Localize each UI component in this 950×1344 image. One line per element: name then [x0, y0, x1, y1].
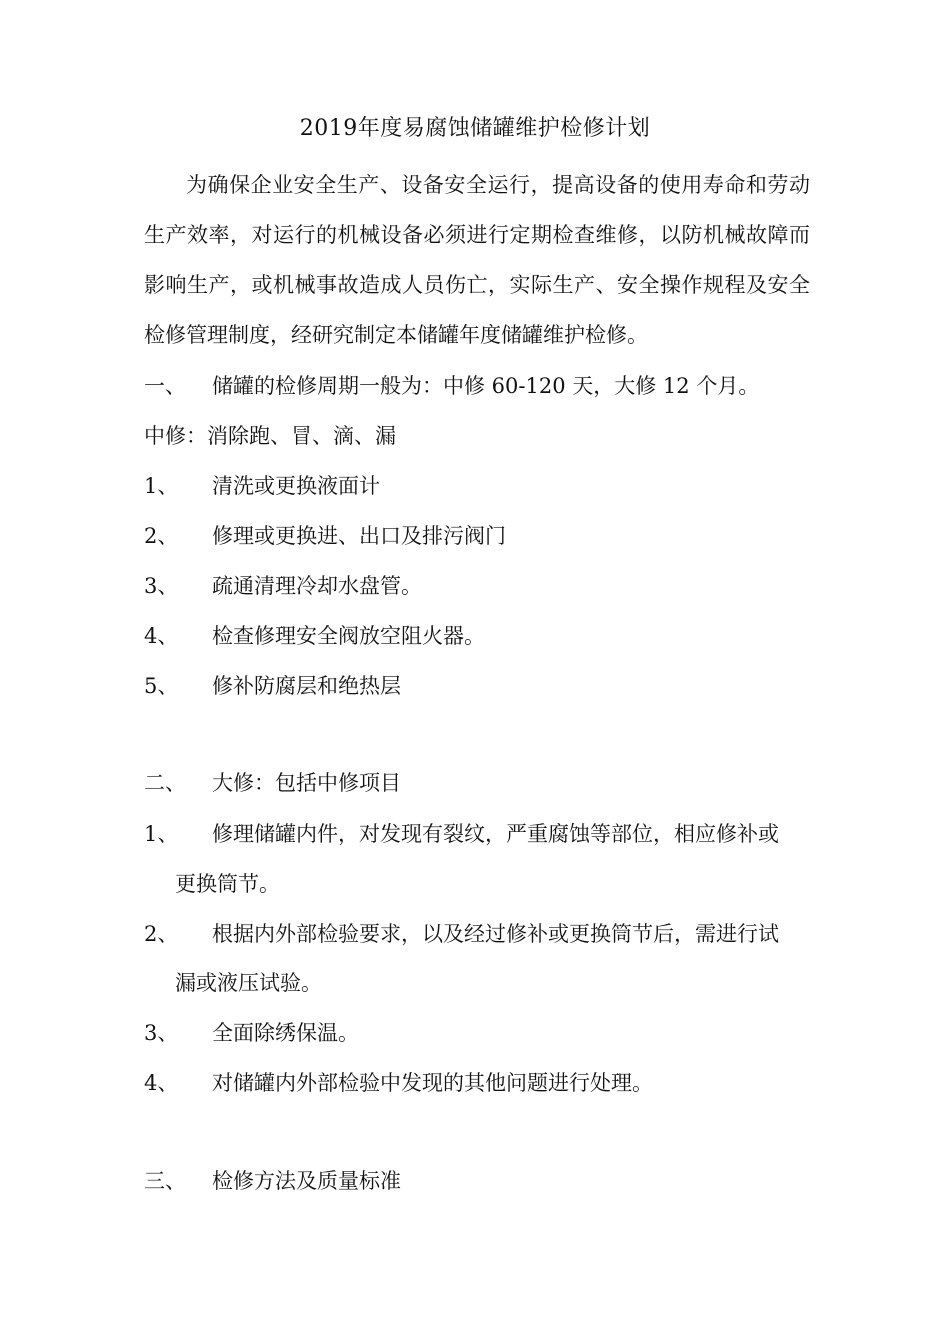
mid-item-1 [144, 471, 810, 501]
list-number: 1、 [144, 822, 179, 846]
list-number: 4、 [144, 1071, 179, 1095]
section-2-number: 二、 [144, 771, 186, 795]
list-text: 修补防腐层和绝热层 [212, 674, 401, 698]
major-item-2 [144, 919, 810, 949]
list-number: 1、 [144, 474, 179, 498]
section-3-heading [144, 1166, 810, 1196]
document-title: 2019年度易腐蚀储罐维护检修计划 [299, 116, 651, 141]
mid-item-2 [144, 521, 810, 551]
section-3-number: 三、 [144, 1169, 186, 1193]
section-2-text: 大修：包括中修项目 [212, 771, 401, 795]
section-1-heading [144, 371, 810, 401]
section-1-text: 储罐的检修周期一般为：中修 60-120 天，大修 12 个月。 [212, 374, 760, 398]
mid-item-3 [144, 571, 810, 601]
list-text: 疏通清理冷却水盘管。 [212, 574, 422, 598]
major-item-2-continuation: 漏或液压试验。 [175, 971, 322, 995]
list-number: 5、 [144, 674, 179, 698]
mid-item-5 [144, 671, 810, 701]
intro-paragraph: 为确保企业安全生产、设备安全运行，提高设备的使用寿命和劳动生产效率，对运行的机械设备必须进行定期检查维修，以防机械故障而影响生产，或机械事故造成人员伤亡，实际生产、安全操作规程及安全检修管理制度，经研究制定本储罐年度储罐维护检修。 [144, 173, 810, 347]
major-item-4 [144, 1068, 810, 1098]
list-number: 2、 [144, 524, 179, 548]
section-3-text: 检修方法及质量标准 [212, 1169, 401, 1193]
list-number: 2、 [144, 922, 179, 946]
major-item-1-continuation: 更换筒节。 [175, 872, 280, 896]
list-text: 全面除绣保温。 [212, 1021, 359, 1045]
major-item-1 [144, 819, 810, 849]
list-text: 修理或更换进、出口及排污阀门 [212, 524, 506, 548]
list-number: 4、 [144, 624, 179, 648]
list-number: 3、 [144, 574, 179, 598]
section-1-number: 一、 [144, 374, 186, 398]
list-text: 对储罐内外部检验中发现的其他问题进行处理。 [212, 1071, 653, 1095]
mid-repair-heading: 中修：消除跑、冒、滴、漏 [144, 424, 396, 448]
list-text: 修理储罐内件，对发现有裂纹，严重腐蚀等部位，相应修补或 [212, 822, 779, 846]
mid-item-4 [144, 621, 810, 651]
section-2-heading [144, 768, 810, 798]
list-text: 根据内外部检验要求，以及经过修补或更换筒节后，需进行试 [212, 922, 779, 946]
list-text: 清洗或更换液面计 [212, 474, 380, 498]
list-text: 检查修理安全阀放空阻火器。 [212, 624, 485, 648]
major-item-3 [144, 1018, 810, 1048]
list-number: 3、 [144, 1021, 179, 1045]
